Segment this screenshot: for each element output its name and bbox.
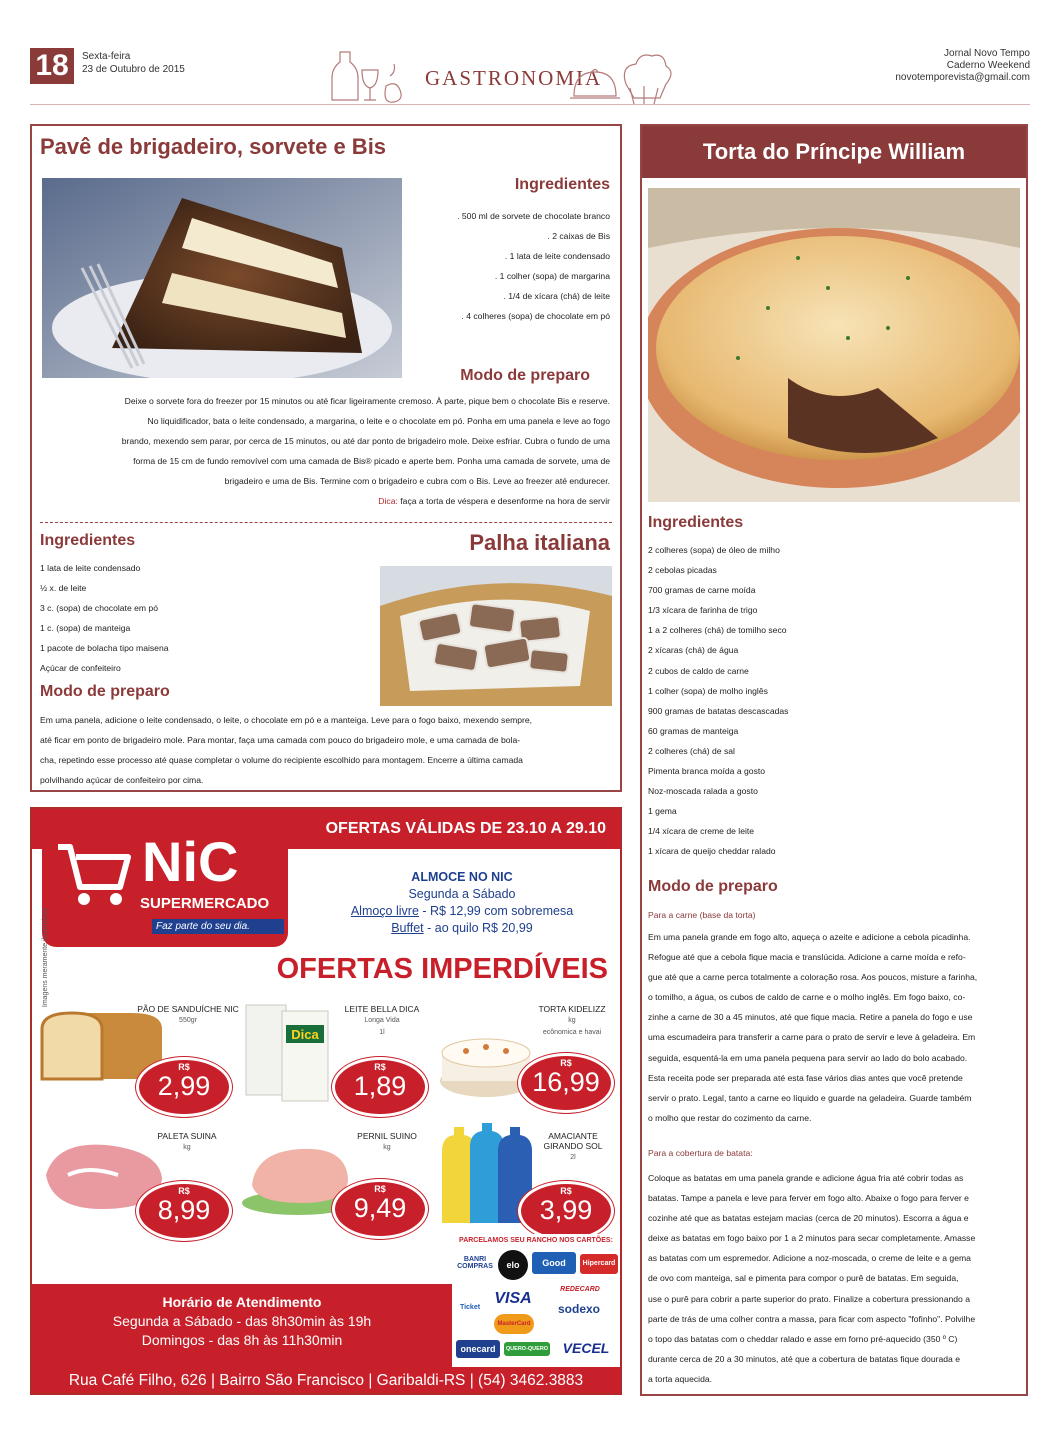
buffet-label: Buffet [391, 921, 424, 935]
torta-part1-title: Para a carne (base da torta) [648, 910, 756, 920]
card-logo: QUERO-QUERO [504, 1342, 550, 1356]
chef-hat-icon [562, 46, 672, 108]
method-line: Esta receita pode ser preparada até esta fase vários dias antes que você pretende [648, 1072, 963, 1083]
product-detail: kg ecônomica e havai [542, 1017, 602, 1036]
price-value: 1,89 [353, 1071, 407, 1101]
wine-glasses-icon [330, 46, 420, 106]
nic-supermarket-ad [30, 807, 622, 1395]
torta-photo [648, 188, 1020, 502]
torta-method-title: Modo de preparo [648, 878, 778, 895]
method-line: de ovo com manteiga, sal e pimenta para compor o purê de batatas. Em seguida, [648, 1273, 959, 1284]
method-line: Coloque as batatas em uma panela grande e adicione água fria até cobrir todas as [648, 1173, 964, 1183]
torta-part1-text [648, 927, 1022, 1128]
supplement-name: Caderno Weekend [946, 60, 1030, 71]
product-name [522, 1004, 622, 1038]
product-label: PERNIL SUINO [357, 1131, 417, 1141]
ingredient-item: . 500 ml de sorvete de chocolate branco [457, 211, 610, 221]
brand-name: NiC [142, 830, 239, 893]
hours-weekdays: Segunda a Sábado - das 8h30min às 19h [112, 1313, 372, 1329]
pave-ingredients-title: Ingredientes [514, 176, 610, 193]
buffet-price: - ao quilo R$ 20,99 [423, 921, 533, 935]
ingredient-item: . 1/4 de xícara (chá) de leite [503, 291, 610, 301]
method-line: cozinhe até que as batatas estejam macias (cerca de 20 minutos). Escorra a água e [648, 1213, 969, 1224]
pave-ingredients-list [457, 206, 610, 326]
method-line: o molho que restar do cozimento da carne. [648, 1112, 812, 1123]
page-header [30, 42, 1030, 112]
price-tag [136, 1057, 232, 1117]
product-label: LEITE BELLA DICA [344, 1004, 420, 1014]
card-logo: BANRI COMPRAS [457, 1256, 493, 1270]
currency: R$ [560, 1186, 572, 1196]
shopping-cart-icon [54, 839, 134, 909]
method-line: use o purê para cobrir a parte superior do prato. Finalize a cobertura pressionando a [648, 1293, 970, 1304]
ingredient-item: . 1 lata de leite condensado [504, 251, 610, 261]
price-tag [518, 1053, 614, 1113]
product-name [332, 1004, 432, 1038]
palha-photo [380, 566, 612, 706]
ingredient-item: Pimenta branca moída a gosto [648, 766, 766, 777]
card-logo: VECEL [562, 1340, 610, 1356]
ingredient-item: 1 pacote de bolacha tipo maisena [40, 643, 169, 653]
brand-subtitle: SUPERMERCADO [140, 895, 270, 912]
lunch-days: Segunda a Sábado [408, 887, 516, 901]
pave-method-title: Modo de preparo [460, 367, 590, 384]
product-detail: kg [183, 1144, 191, 1151]
recipe-title-pave: Pavê de brigadeiro, sorvete e Bis [40, 134, 387, 159]
lunch-free-price: - R$ 12,99 com sobremesa [418, 904, 574, 918]
price-tag [332, 1179, 428, 1239]
currency: R$ [178, 1062, 190, 1072]
pave-method-text [122, 391, 610, 511]
torta-ingredients-title: Ingredientes [648, 514, 744, 531]
torta-recipe-box [640, 124, 1028, 1396]
offer-validity: OFERTAS VÁLIDAS DE 23.10 A 29.10 [325, 820, 606, 837]
product-detail: 2l [570, 1154, 576, 1161]
product-detail: 550gr [179, 1017, 197, 1024]
price-tag [332, 1057, 428, 1117]
section-banner [330, 46, 670, 108]
currency: R$ [374, 1062, 386, 1072]
method-line: a torta aquecida. [648, 1373, 713, 1384]
recipe-title-palha: Palha italiana [469, 530, 610, 555]
card-logo: Good Card [532, 1252, 576, 1274]
issue-date [82, 50, 185, 76]
buffet [332, 920, 592, 937]
publication-name: Jornal Novo Tempo [944, 48, 1030, 59]
method-line: Em uma panela grande em fogo alto, aqueça o azeite e adicione a cebola picadinha. [648, 932, 971, 942]
palha-ingredients-title: Ingredientes [40, 532, 136, 549]
method-line: o tomilho, a água, os cubos de caldo de carne e o molho inglês. Em fogo baixo, co- [648, 992, 966, 1003]
product-label: PÃO DE SANDUÍCHE NIC [137, 1004, 239, 1014]
opening-hours [32, 1284, 452, 1367]
method-line: durante cerca de 20 a 30 minutos, até que a cobertura de batatas fique dourada e [648, 1353, 960, 1364]
tip-text: faça a torta de véspera e desenforme na hora de servir [397, 496, 610, 506]
torta-ingredients-list [648, 540, 788, 862]
card-logo: onecard [456, 1340, 500, 1358]
palha-ingredients-list [40, 558, 169, 678]
price-tag [136, 1181, 232, 1241]
price-value: 8,99 [157, 1195, 211, 1225]
tip-label: Dica: [378, 496, 398, 506]
product-name [128, 1004, 248, 1026]
product-detail: Longa Vida 1l [364, 1017, 400, 1036]
method-line: as batatas com um espremedor. Adicione a noz-moscada, o creme de leite e a gema [648, 1253, 971, 1264]
price-value: 9,49 [353, 1193, 407, 1223]
currency: R$ [178, 1186, 190, 1196]
ad-headline: OFERTAS IMPERDÍVEIS [276, 953, 608, 985]
method-line: brigadeiro e uma de Bis. Termine com o brigadeiro e cubra com o Bis. Leve ao freezer até endurecer. [224, 476, 610, 486]
ingredient-item: 3 c. (sopa) de chocolate em pó [40, 603, 158, 613]
product-name [528, 1131, 618, 1163]
ingredient-item: ½ x. de leite [40, 583, 87, 593]
price-tag [518, 1181, 614, 1241]
ingredient-item: 2 cubos de caldo de carne [648, 665, 749, 676]
section-title: GASTRONOMIA [425, 66, 603, 90]
currency: R$ [374, 1184, 386, 1194]
torta-part2-title: Para a cobertura de batata: [648, 1148, 753, 1158]
price-value: 16,99 [532, 1067, 600, 1097]
method-line: polvilhando açúcar de confeiteiro por cima. [40, 775, 204, 785]
palha-method-text [40, 710, 532, 790]
header-divider [30, 104, 1030, 105]
product-label: AMACIANTE GIRANDO SOL [543, 1131, 603, 1151]
publication-info [895, 48, 1030, 84]
lunch-info [332, 869, 592, 937]
store-address: Rua Café Filho, 626 | Bairro São Francisco | Garibaldi-RS | (54) 3462.3883 [32, 1367, 620, 1395]
ingredient-item: 60 gramas de manteiga [648, 725, 739, 736]
product-label: PALETA SUINA [157, 1131, 217, 1141]
left-recipes-box [30, 124, 622, 792]
pave-tip [122, 491, 610, 511]
ingredient-item: 2 xícaras (chá) de água [648, 645, 739, 656]
method-line: gue até que a carne perca totalmente a coloração rosa. Aos poucos, misture a farinha, [648, 972, 978, 983]
page-number: 18 [30, 48, 74, 84]
card-logo: VISA [494, 1290, 532, 1307]
hours-sunday: Domingos - das 8h às 11h30min [141, 1332, 343, 1348]
ingredient-item: 1 colher (sopa) de molho inglês [648, 685, 768, 696]
ingredient-item: . 1 colher (sopa) de margarina [494, 271, 610, 281]
method-line: brando, mexendo sem parar, por cerca de 15 minutos, ou até dar ponto de brigadeiro mole. Deixe esfriar. Cubra o fundo de uma [121, 436, 610, 446]
ingredient-item: 900 gramas de batatas descascadas [648, 705, 789, 716]
palha-method-title: Modo de preparo [40, 683, 170, 700]
hours-title: Horário de Atendimento [162, 1294, 322, 1310]
method-line: parte de trás de uma colher contra a massa, para ficar com aspecto "fofinho". Polvilhe [648, 1313, 976, 1324]
method-line: Em uma panela, adicione o leite condensado, o leite, o chocolate em pó e a manteiga. Leve para o fogo baixo, mexendo sempre, [40, 715, 533, 725]
ingredient-item: 1/4 xícara de creme de leite [648, 826, 755, 837]
image-disclaimer: Imagens meramente ilustrativas [42, 907, 50, 1008]
ingredient-item: 1/3 xícara de farinha de trigo [648, 605, 758, 616]
lunch-free [332, 903, 592, 920]
card-logo: sodexo [557, 1302, 600, 1316]
card-logo: elo [498, 1250, 528, 1280]
card-logo: REDECARD [560, 1286, 600, 1293]
method-line: Refogue até que a cebola fique macia e translúcida. Adicione a carne moída e refo- [648, 952, 966, 963]
method-line: seguida, esquentá-la em uma panela pequena para servir ao lado do bolo acabado. [648, 1052, 968, 1063]
ingredient-item: 1 gema [648, 806, 677, 817]
milk-carton-image [242, 995, 332, 1105]
weekday: Sexta-feira [82, 51, 131, 62]
method-line: No liquidificador, bata o leite condensado, a margarina, o leite e o chocolate em pó. Ponha em uma panela e leve ao fogo [147, 416, 610, 426]
method-line: uma escumadeira para transferir a carne para o prato de servir e leve à geladeira. Em [648, 1032, 976, 1043]
product-detail: kg [383, 1144, 391, 1151]
method-line: deixe as batatas em fogo baixo por 1 a 2 minutos para secar completamente. Amasse [648, 1233, 976, 1244]
method-line: servir o prato. Legal, tanto a carne eo líquido e guarde na geladeira. Guarde também [648, 1092, 972, 1103]
card-logo: MasterCard [494, 1314, 534, 1334]
lunch-title: ALMOCE NO NIC [411, 870, 513, 884]
recipe-divider [40, 522, 612, 523]
torta-part2-text [648, 1168, 1022, 1389]
date: 23 de Outubro de 2015 [82, 64, 185, 75]
ingredient-item: 700 gramas de carne moída [648, 585, 756, 596]
method-line: Deixe o sorvete fora do freezer por 15 minutos ou até ficar ligeiramente cremoso. À parte, pique bem o chocolate Bis e reserve. [124, 396, 610, 406]
pave-photo [42, 178, 402, 378]
contact-email[interactable]: novotemporevista@gmail.com [895, 72, 1030, 83]
ingredient-item: . 4 colheres (sopa) de chocolate em pó [461, 311, 610, 321]
lunch-free-label: Almoço livre [350, 904, 419, 918]
slogan: Faz parte do seu dia. [152, 919, 284, 934]
ingredient-item: 1 lata de leite condensado [40, 563, 141, 573]
product-label: TORTA KIDELIZZ [538, 1004, 606, 1014]
method-line: forma de 15 cm de fundo removível com uma camada de Bis® picado e aperte bem. Ponha uma camada de sorvete, uma de [133, 456, 610, 466]
card-logo: Ticket [459, 1304, 481, 1311]
method-line: o topo das batatas com o cheddar ralado e asse em forno pré-aquecido (350 º C) [648, 1333, 958, 1344]
ingredient-item: . 2 caixas de Bis [547, 231, 610, 241]
product-name [142, 1131, 232, 1153]
card-logo: Hipercard [580, 1254, 618, 1274]
currency: R$ [560, 1058, 572, 1068]
ingredient-item: Açúcar de confeiteiro [40, 663, 121, 673]
nic-logo [42, 819, 288, 947]
ingredient-item: 2 cebolas picadas [648, 565, 717, 576]
ingredient-item: 1 a 2 colheres (chá) de tomilho seco [648, 625, 787, 636]
ingredient-item: 1 xícara de queijo cheddar ralado [648, 846, 776, 857]
ingredient-item: Noz-moscada ralada a gosto [648, 786, 758, 797]
method-line: zinhe a carne de 30 a 45 minutos, até que fique macia. Retire a panela do fogo e use [648, 1012, 973, 1023]
cards-title: PARCELAMOS SEU RANCHO NOS CARTÕES: [459, 1237, 613, 1244]
ingredient-item: 2 colheres (chá) de sal [648, 745, 735, 756]
price-value: 2,99 [157, 1071, 211, 1101]
milk-brand: Dica [291, 1027, 319, 1042]
method-line: até ficar em ponto de brigadeiro mole. Para montar, faça uma camada com pouco do brigadeiro mole, e uma camada de bola- [40, 735, 521, 745]
ingredient-item: 1 c. (sopa) de manteiga [40, 623, 131, 633]
method-line: batatas. Tampe a panela e leve para ferver em fogo alto. Abaixe o fogo para ferver e [648, 1193, 969, 1204]
product-name [342, 1131, 432, 1153]
method-line: cha, repetindo esse processo até quase completar o volume do recipiente escolhido para montagem. Encerre a última camada [40, 755, 523, 765]
payment-cards-panel [452, 1234, 620, 1367]
ingredient-item: 2 colheres (sopa) de óleo de milho [648, 545, 780, 555]
recipe-title-torta: Torta do Príncipe William [642, 126, 1026, 178]
price-value: 3,99 [539, 1195, 593, 1225]
